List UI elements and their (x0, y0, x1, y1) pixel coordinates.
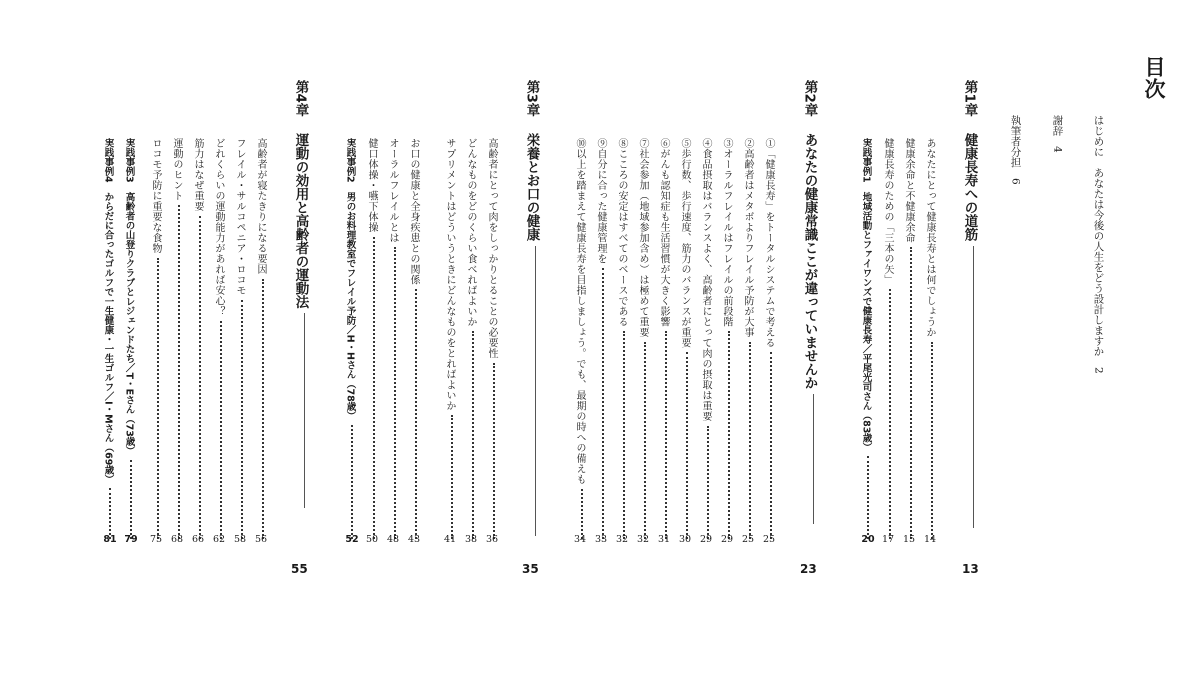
entry-page-number: 75 (149, 534, 163, 545)
entry-page-number: 30 (678, 534, 692, 545)
chapter-title: 健康長寿への道筋 (961, 133, 978, 242)
toc-entry[interactable]: 健口体操・嚥下体操 (366, 138, 376, 541)
entry-page-number: 34 (573, 534, 587, 545)
entry-page-number: 43 (407, 534, 421, 545)
leader-dots (910, 247, 912, 539)
chapter-number: 第4章 (292, 80, 309, 117)
entry-page-number: 68 (170, 534, 184, 545)
toc-entry[interactable]: ②高齢者はメタボよりフレイル予防が大事 (742, 138, 752, 541)
toc-entry[interactable]: 高齢者にとって肉をしっかりとることの必要性 (486, 138, 496, 541)
entry-page-number: 41 (443, 534, 457, 545)
front-matter-label: 謝辞 (1051, 115, 1064, 136)
leader-rule (535, 246, 537, 536)
chapter-title: 栄養とお口の健康 (523, 133, 540, 242)
toc-entry[interactable]: ロコモ予防に重要な食物 (150, 138, 160, 541)
front-matter-item[interactable] (1052, 115, 1063, 153)
entry-page-number: 38 (464, 534, 478, 545)
entry-page-number: 48 (386, 534, 400, 545)
toc-entry[interactable]: ⑤歩行数、歩行速度、筋力のバランスが重要 (679, 138, 689, 541)
leader-dots (493, 363, 495, 539)
leader-dots (241, 300, 243, 539)
entry-page-number: 50 (365, 534, 379, 545)
chapter-title: あなたの健康常識ここが違っていませんか (801, 133, 818, 390)
toc-entry[interactable]: ⑥がんも認知症も生活習慣が大きく影響 (658, 138, 668, 541)
toc-entry[interactable]: ⑧こころの安定はすべてのベースである (616, 138, 626, 541)
entry-page-number: 31 (657, 534, 671, 545)
entry-page-number: 56 (254, 534, 268, 545)
leader-dots (130, 460, 132, 539)
practice-case-entry[interactable]: 実践事例4 からだに合ったゴルフで一生健康・一生ゴルフ／I・Mさん（69歳） (103, 138, 113, 541)
toc-entry[interactable]: オーラルフレイルとは (387, 138, 397, 541)
entry-page-number: 58 (233, 534, 247, 545)
toc-entry[interactable]: どんなものをどのくらい食べればよいか (465, 138, 475, 541)
front-matter-item[interactable] (1010, 115, 1021, 184)
leader-dots (623, 331, 625, 539)
chapter-heading-1[interactable] (962, 80, 976, 528)
chapter-number: 第2章 (801, 80, 818, 117)
front-matter-label: 執筆者分担 (1009, 115, 1022, 168)
toc-entry[interactable]: どれくらいの運動能力があれば安心？ (213, 138, 223, 541)
entry-page-number: 20 (861, 534, 875, 545)
entry-page-number: 17 (881, 534, 895, 545)
leader-dots (749, 342, 751, 539)
leader-dots (373, 237, 375, 539)
entry-page-number: 66 (191, 534, 205, 545)
front-matter-page: 4 (1051, 146, 1064, 153)
leader-dots (644, 342, 646, 539)
chapter-title: 運動の効用と高齢者の運動法 (292, 133, 309, 309)
leader-dots (707, 426, 709, 539)
entry-page-number: 79 (124, 534, 138, 545)
practice-case-entry[interactable]: 実践事例1 地域活動とファイワンズで健康長寿／平尾光司さん（83歳） (861, 138, 871, 541)
chapter-number: 第1章 (961, 80, 978, 117)
leader-rule (973, 246, 975, 528)
leader-dots (581, 489, 583, 539)
toc-entry[interactable]: 高齢者が寝たきりになる要因 (255, 138, 265, 541)
leader-dots (472, 331, 474, 539)
front-matter-label: はじめに あなたは今後の人生をどう設計しますか (1092, 115, 1105, 357)
toc-entry[interactable]: ①「健康長寿」をトータルシステムで考える (763, 138, 773, 541)
leader-dots (394, 247, 396, 539)
leader-dots (867, 456, 869, 539)
toc-entry[interactable]: ④食品摂取はバランスよく、高齢者にとって肉の摂取は重要 (700, 138, 710, 541)
toc-entry[interactable]: お口の健康と全身疾患との関係 (408, 138, 418, 541)
leader-dots (686, 352, 688, 539)
chapter-heading-2[interactable] (802, 80, 816, 524)
entry-page-number: 29 (699, 534, 713, 545)
leader-dots (889, 289, 891, 539)
chapter-page-number: 13 (962, 562, 979, 576)
chapter-page-number: 23 (800, 562, 817, 576)
toc-entry[interactable]: ③オーラルフレイルはフレイルの前段階 (721, 138, 731, 541)
leader-dots (199, 216, 201, 539)
toc-entry[interactable]: 健康長寿のための「三本の矢」 (882, 138, 892, 541)
entry-page-number: 62 (212, 534, 226, 545)
toc-title: 目次 (1142, 56, 1166, 100)
leader-dots (451, 415, 453, 539)
entry-page-number: 15 (902, 534, 916, 545)
entry-page-number: 29 (720, 534, 734, 545)
front-matter-item[interactable] (1093, 115, 1104, 373)
practice-case-entry[interactable]: 実践事例2 男のお料理教室でフレイル予防／H・Hさん（78歳） (345, 138, 355, 541)
entry-page-number: 32 (636, 534, 650, 545)
leader-dots (157, 258, 159, 539)
entry-page-number: 33 (594, 534, 608, 545)
entry-page-number: 25 (762, 534, 776, 545)
toc-entry[interactable]: 運動のヒント (171, 138, 181, 541)
toc-entry[interactable]: ⑨自分に合った健康管理を (595, 138, 605, 541)
leader-dots (109, 488, 111, 539)
leader-dots (602, 268, 604, 539)
toc-entry[interactable]: 健康余命と不健康余命 (903, 138, 913, 541)
toc-entry[interactable]: ⑩以上を踏まえて健康長寿を目指しましょう。でも、最期の時への備えも (574, 138, 584, 541)
entry-page-number: 32 (615, 534, 629, 545)
front-matter-page: 6 (1009, 177, 1022, 185)
toc-entry[interactable]: フレイル・サルコペニア・ロコモ (234, 138, 244, 541)
leader-dots (220, 321, 222, 539)
leader-rule (304, 313, 306, 508)
leader-dots (728, 331, 730, 539)
entry-page-number: 81 (103, 534, 117, 545)
practice-case-entry[interactable]: 実践事例3 高齢者の山登りクラブとレジェンドたち／T・Eさん（73歳） (124, 138, 134, 541)
front-matter-page: 2 (1092, 366, 1105, 374)
chapter-number: 第3章 (523, 80, 540, 117)
chapter-heading-3[interactable] (524, 80, 538, 536)
leader-dots (415, 289, 417, 539)
entry-page-number: 25 (741, 534, 755, 545)
toc-entry[interactable]: サプリメントはどういうときにどんなものをとればよいか (444, 138, 454, 541)
entry-page-number: 14 (923, 534, 937, 545)
toc-entry[interactable]: ⑦社会参加（地域参加含め）は極めて重要 (637, 138, 647, 541)
entry-page-number: 52 (345, 534, 359, 545)
entry-page-number: 36 (485, 534, 499, 545)
leader-rule (813, 394, 815, 524)
toc-entry[interactable]: 筋力はなぜ重要 (192, 138, 202, 541)
leader-dots (665, 331, 667, 539)
chapter-page-number: 55 (291, 562, 308, 576)
chapter-page-number: 35 (522, 562, 539, 576)
chapter-heading-4[interactable] (293, 80, 307, 508)
leader-dots (351, 425, 353, 539)
toc-entry[interactable]: あなたにとって健康長寿とは何でしょうか (924, 138, 934, 541)
leader-dots (931, 342, 933, 539)
leader-dots (262, 279, 264, 539)
leader-dots (178, 205, 180, 539)
leader-dots (770, 352, 772, 539)
